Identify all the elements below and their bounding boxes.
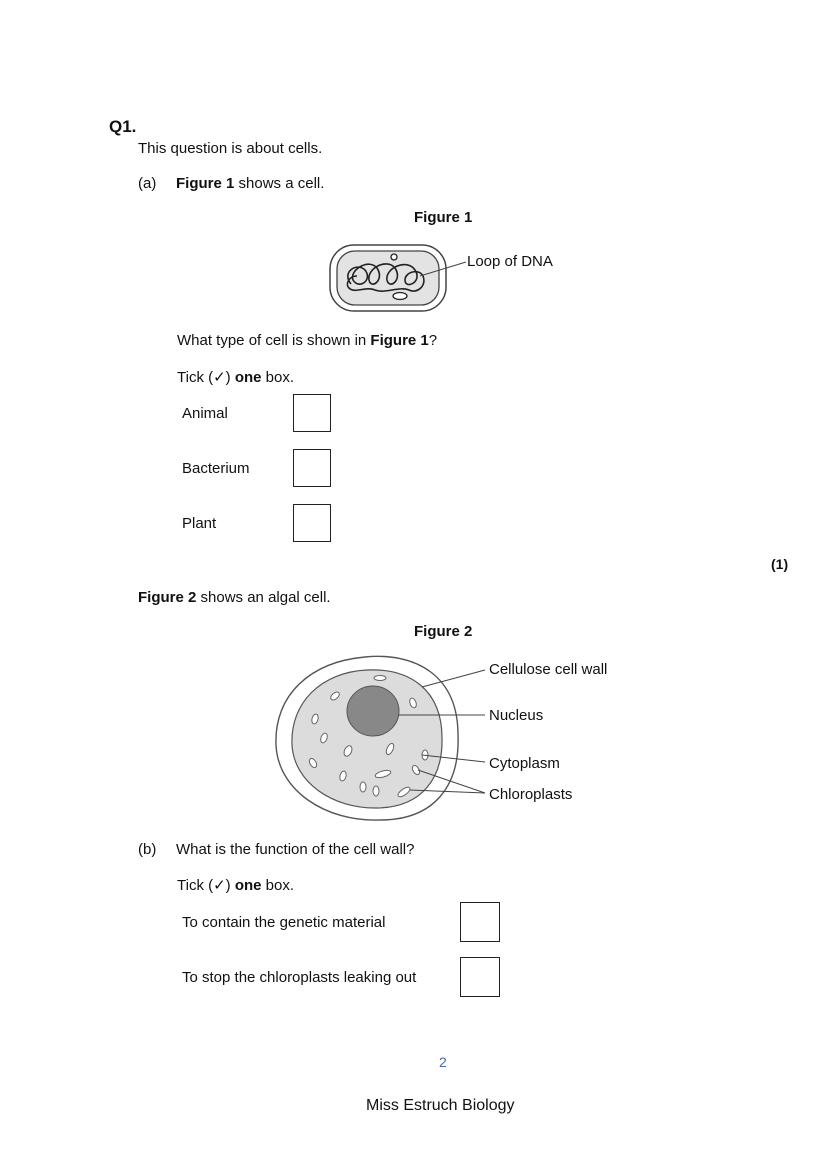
part-a-prompt-post: ?: [428, 332, 438, 349]
tick-post: box.: [261, 877, 295, 894]
figure-2-algal-cell-diagram: [270, 650, 490, 830]
figure-1-title: Figure 1: [414, 209, 473, 226]
option-animal-checkbox[interactable]: [293, 394, 331, 432]
option-genetic-material-label: To contain the genetic material: [182, 914, 386, 931]
figure-2-intro-text: shows an algal cell.: [196, 589, 331, 606]
plasmid-oval: [393, 293, 407, 300]
figure-2-ref: Figure 2: [138, 589, 197, 606]
label-chloroplasts: Chloroplasts: [489, 786, 573, 803]
label-nucleus: Nucleus: [489, 707, 544, 724]
option-animal-label: Animal: [182, 405, 228, 422]
part-a-tick-instruction: [177, 369, 294, 387]
part-a-intro: [176, 175, 324, 193]
part-a-prompt-pre: What type of cell is shown in: [177, 332, 371, 349]
tick-pre: Tick (✓): [177, 877, 235, 894]
part-b-question: What is the function of the cell wall?: [176, 841, 415, 858]
plasmid-small: [391, 254, 397, 260]
part-a-prompt-bold: Figure 1: [370, 332, 429, 349]
option-plant-label: Plant: [182, 515, 217, 532]
part-a-label: (a): [138, 175, 157, 192]
option-genetic-material-checkbox[interactable]: [460, 902, 500, 942]
marks-label: (1): [771, 556, 789, 572]
figure-1-ref: Figure 1: [176, 175, 235, 192]
label-cytoplasm: Cytoplasm: [489, 755, 560, 772]
chloroplast: [374, 676, 386, 681]
question-intro: This question is about cells.: [138, 140, 323, 157]
dna-label: Loop of DNA: [467, 253, 553, 270]
option-bacterium-checkbox[interactable]: [293, 449, 331, 487]
figure-1-bacterium-diagram: [325, 240, 470, 315]
option-bacterium-label: Bacterium: [182, 460, 250, 477]
part-b-label: (b): [138, 841, 157, 858]
nucleus: [347, 686, 399, 736]
tick-bold: one: [234, 369, 262, 386]
tick-post: box.: [261, 369, 295, 386]
option-chloroplasts-leaking-label: To stop the chloroplasts leaking out: [182, 969, 417, 986]
question-number: Q1.: [109, 117, 137, 136]
label-cellulose-cell-wall: Cellulose cell wall: [489, 661, 608, 678]
part-a-prompt: [177, 332, 437, 350]
option-plant-checkbox[interactable]: [293, 504, 331, 542]
chloroplast: [360, 782, 366, 792]
part-b-tick-instruction: [177, 877, 294, 895]
figure-2-title: Figure 2: [414, 623, 473, 640]
footer-author: Miss Estruch Biology: [366, 1097, 515, 1114]
tick-pre: Tick (✓): [177, 369, 235, 386]
page-number: 2: [439, 1054, 447, 1070]
figure-2-intro: [138, 589, 331, 607]
tick-bold: one: [234, 877, 262, 894]
part-a-intro-text: shows a cell.: [234, 175, 325, 192]
chloroplast: [373, 786, 379, 796]
option-chloroplasts-leaking-checkbox[interactable]: [460, 957, 500, 997]
